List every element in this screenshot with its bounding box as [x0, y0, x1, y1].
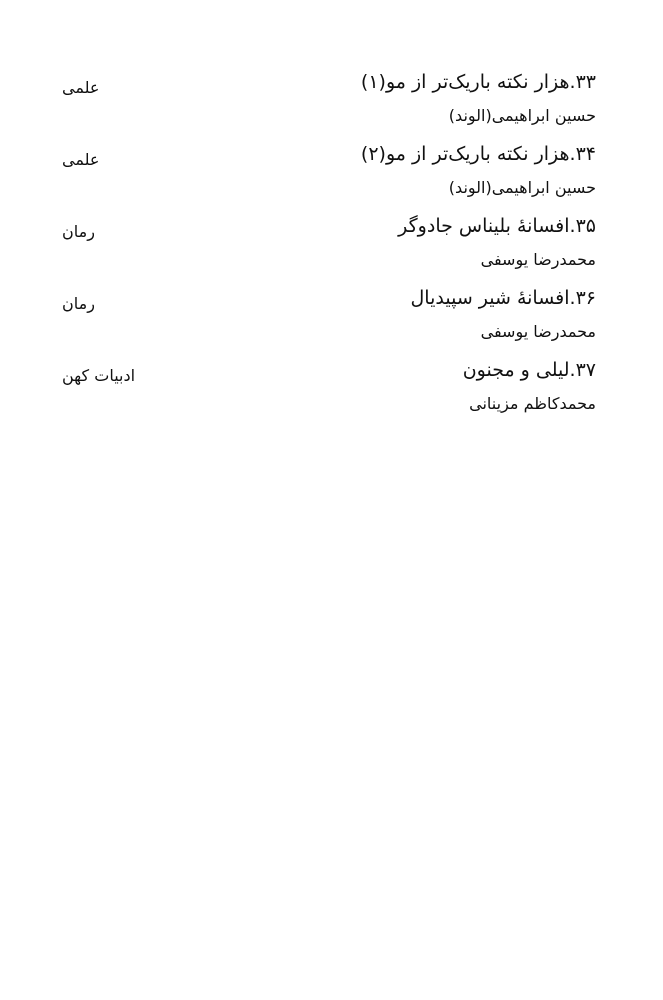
book-title: ۳۴.هزار نکته باریک‌تر از مو(۲) [360, 143, 596, 165]
book-genre: علمی [62, 78, 100, 97]
book-author: محمدرضا یوسفی [480, 250, 596, 269]
book-genre: علمی [62, 150, 100, 169]
book-title: ۳۶.افسانهٔ شیر سپیدیال [410, 287, 596, 309]
book-author: حسین ابراهیمی(الوند) [448, 106, 596, 125]
book-genre: رمان [62, 222, 95, 241]
book-list [62, 66, 596, 426]
book-title: ۳۳.هزار نکته باریک‌تر از مو(۱) [360, 71, 596, 93]
book-genre: ادبیات کهن [62, 366, 136, 385]
list-item [62, 354, 596, 426]
book-genre: رمان [62, 294, 95, 313]
list-item [62, 210, 596, 282]
list-item [62, 138, 596, 210]
book-title: ۳۷.لیلی و مجنون [462, 359, 596, 381]
book-author: حسین ابراهیمی(الوند) [448, 178, 596, 197]
book-title: ۳۵.افسانهٔ بلیناس جادوگر [398, 215, 596, 237]
book-author: محمدکاظم مزینانی [469, 394, 596, 413]
list-item [62, 282, 596, 354]
list-item [62, 66, 596, 138]
book-author: محمدرضا یوسفی [480, 322, 596, 341]
